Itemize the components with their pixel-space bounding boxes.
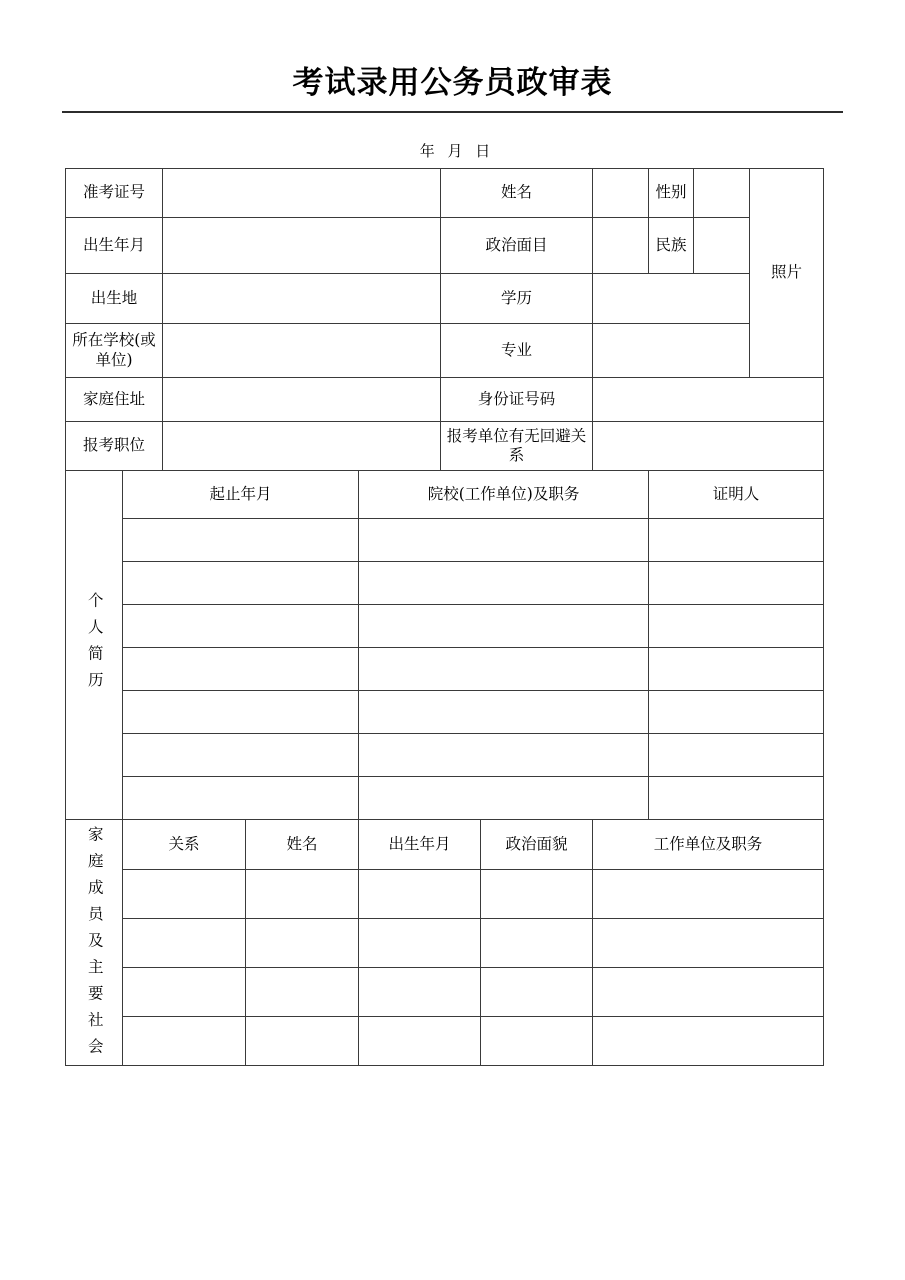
family-side-label (66, 820, 123, 1066)
label-birthplace: 出生地 (66, 274, 163, 324)
resume-cell-organization[interactable] (359, 691, 649, 734)
resume-cell-period[interactable] (123, 691, 359, 734)
resume-row (66, 691, 824, 734)
resume-cell-organization[interactable] (359, 648, 649, 691)
field-ethnicity[interactable] (694, 218, 750, 274)
table-row-birth-date (66, 218, 824, 274)
resume-cell-referee[interactable] (649, 648, 824, 691)
resume-cell-organization[interactable] (359, 519, 649, 562)
family-cell-political[interactable] (481, 1016, 593, 1065)
family-col-header-relation: 关系 (123, 820, 246, 870)
family-cell-name[interactable] (246, 967, 359, 1016)
family-cell-birth[interactable] (359, 967, 481, 1016)
family-cell-political[interactable] (481, 918, 593, 967)
family-cell-birth[interactable] (359, 918, 481, 967)
resume-cell-period[interactable] (123, 734, 359, 777)
field-home-address[interactable] (163, 378, 441, 422)
field-major[interactable] (593, 324, 750, 378)
family-cell-political[interactable] (481, 869, 593, 918)
resume-cell-period[interactable] (123, 605, 359, 648)
table-row-applied-position (66, 422, 824, 471)
label-applied-position: 报考职位 (66, 422, 163, 471)
family-cell-relation[interactable] (123, 918, 246, 967)
family-cell-work[interactable] (593, 967, 824, 1016)
family-cell-political[interactable] (481, 967, 593, 1016)
family-cell-name[interactable] (246, 1016, 359, 1065)
field-birth-date[interactable] (163, 218, 441, 274)
family-row (66, 1016, 824, 1065)
family-col-header-name: 姓名 (246, 820, 359, 870)
title-block (62, 62, 843, 104)
resume-cell-referee[interactable] (649, 605, 824, 648)
political-review-form-table (65, 168, 824, 1066)
resume-side-label (66, 471, 123, 820)
resume-col-header-period: 起止年月 (123, 471, 359, 519)
family-cell-relation[interactable] (123, 869, 246, 918)
title-divider (62, 111, 843, 113)
resume-cell-organization[interactable] (359, 777, 649, 820)
resume-row (66, 605, 824, 648)
family-cell-birth[interactable] (359, 1016, 481, 1065)
label-id-number: 身份证号码 (441, 378, 593, 422)
field-avoidance-relation[interactable] (593, 422, 824, 471)
resume-row (66, 562, 824, 605)
field-id-number[interactable] (593, 378, 824, 422)
field-applied-position[interactable] (163, 422, 441, 471)
table-row-home-address (66, 378, 824, 422)
field-name[interactable] (593, 169, 649, 218)
field-birthplace[interactable] (163, 274, 441, 324)
label-avoidance-relation: 报考单位有无回避关系 (441, 422, 593, 471)
label-political-status: 政治面目 (441, 218, 593, 274)
resume-row (66, 777, 824, 820)
family-cell-work[interactable] (593, 918, 824, 967)
photo-placeholder: 照片 (750, 169, 824, 378)
resume-cell-period[interactable] (123, 519, 359, 562)
label-gender: 性别 (649, 169, 694, 218)
resume-row (66, 519, 824, 562)
resume-cell-referee[interactable] (649, 691, 824, 734)
field-gender[interactable] (694, 169, 750, 218)
resume-cell-period[interactable] (123, 562, 359, 605)
resume-cell-referee[interactable] (649, 734, 824, 777)
family-cell-birth[interactable] (359, 869, 481, 918)
family-side-label-text: 家庭成员及主要社会 (85, 826, 104, 1065)
resume-cell-period[interactable] (123, 648, 359, 691)
family-col-header-work: 工作单位及职务 (593, 820, 824, 870)
label-birth-date: 出生年月 (66, 218, 163, 274)
resume-cell-referee[interactable] (649, 562, 824, 605)
family-cell-name[interactable] (246, 918, 359, 967)
field-political-status[interactable] (593, 218, 649, 274)
family-cell-work[interactable] (593, 869, 824, 918)
family-cell-relation[interactable] (123, 1016, 246, 1065)
resume-cell-organization[interactable] (359, 562, 649, 605)
label-major: 专业 (441, 324, 593, 378)
resume-cell-period[interactable] (123, 777, 359, 820)
label-ethnicity: 民族 (649, 218, 694, 274)
table-row-admission-number (66, 169, 824, 218)
family-row (66, 869, 824, 918)
label-school-or-unit: 所在学校(或单位) (66, 324, 163, 378)
field-education[interactable] (593, 274, 750, 324)
family-cell-work[interactable] (593, 1016, 824, 1065)
label-home-address: 家庭住址 (66, 378, 163, 422)
resume-col-header-referee: 证明人 (649, 471, 824, 519)
field-school-or-unit[interactable] (163, 324, 441, 378)
label-name: 姓名 (441, 169, 593, 218)
label-admission-number: 准考证号 (66, 169, 163, 218)
page-title: 考试录用公务员政审表 (292, 65, 613, 101)
resume-side-label-text: 个人简历 (85, 592, 104, 698)
resume-row (66, 734, 824, 777)
family-header-row (66, 820, 824, 870)
family-cell-relation[interactable] (123, 967, 246, 1016)
resume-cell-organization[interactable] (359, 734, 649, 777)
family-row (66, 967, 824, 1016)
field-admission-number[interactable] (163, 169, 441, 218)
family-row (66, 918, 824, 967)
resume-header-row (66, 471, 824, 519)
resume-cell-referee[interactable] (649, 519, 824, 562)
resume-cell-organization[interactable] (359, 605, 649, 648)
family-col-header-birth: 出生年月 (359, 820, 481, 870)
resume-col-header-organization: 院校(工作单位)及职务 (359, 471, 649, 519)
resume-cell-referee[interactable] (649, 777, 824, 820)
date-line: 年 月 日 (419, 142, 495, 160)
label-education: 学历 (441, 274, 593, 324)
family-col-header-political: 政治面貌 (481, 820, 593, 870)
table-row-school (66, 324, 824, 378)
table-row-birthplace (66, 274, 824, 324)
family-cell-name[interactable] (246, 869, 359, 918)
resume-row (66, 648, 824, 691)
